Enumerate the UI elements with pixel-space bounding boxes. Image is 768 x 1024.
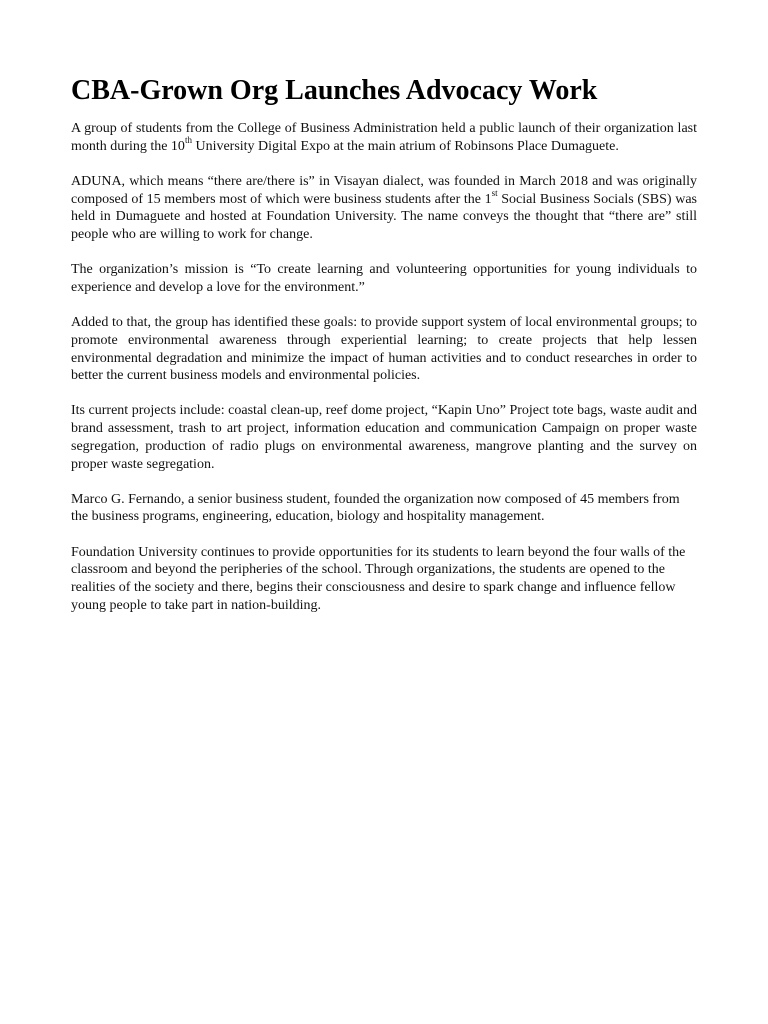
paragraph-2: [71, 173, 697, 244]
paragraph-1-text-a: A group of students from the College of Business Administration held a public launch of their organization last month during the 10: [71, 121, 697, 154]
paragraph-7: Foundation University continues to provide opportunities for its students to learn beyond the four walls of the classroom and beyond the peripheries of the school. Through organizations, the students are opened to the realities of the society and there, begins their consciousness and desire to spark change and influence fellow young people to take part in nation-building.: [71, 544, 686, 613]
paragraph-3: The organization’s mission is “To create learning and volunteering opportunities for young individuals to experience and develop a love for the environment.”: [71, 262, 697, 295]
paragraph-2-text-b: Social Business Socials (SBS) was held in Dumaguete and hosted at Foundation University. The name conveys the thought that “there are” still people who are willing to work for change.: [71, 191, 697, 243]
paragraph-5: Its current projects include: coastal clean-up, reef dome project, “Kapin Uno” Project tote bags, waste audit and brand assessment, trash to art project, information education and communication Campaign on proper waste segregation, production of radio plugs on environmental awareness, mangrove planting and the survey on proper waste segregation.: [71, 403, 697, 472]
ordinal-suffix-st: st: [491, 187, 498, 198]
paragraph-1: [71, 120, 697, 155]
paragraph-2-text-a: ADUNA, which means “there are/there is” in Visayan dialect, was founded in March 2018 and was originally composed of 15 members most of which were business students after the 1: [71, 173, 697, 207]
paragraph-6: Marco G. Fernando, a senior business student, founded the organization now composed of 45 members from the business programs, engineering, education, biology and hospitality management.: [71, 491, 680, 525]
ordinal-suffix-th: th: [184, 135, 192, 146]
paragraph-1-text-b: University Digital Expo at the main atrium of Robinsons Place Dumaguete.: [191, 138, 619, 154]
article-title: CBA-Grown Org Launches Advocacy Work: [71, 75, 598, 106]
paragraph-4: Added to that, the group has identified these goals: to provide support system of local environmental groups; to promote environmental awareness through experiential learning; to create projects that help lessen environmental degradation and minimize the impact of human activities and to conduct researches in order to better the current business models and environmental policies.: [71, 315, 697, 384]
document-page: [71, 72, 697, 632]
